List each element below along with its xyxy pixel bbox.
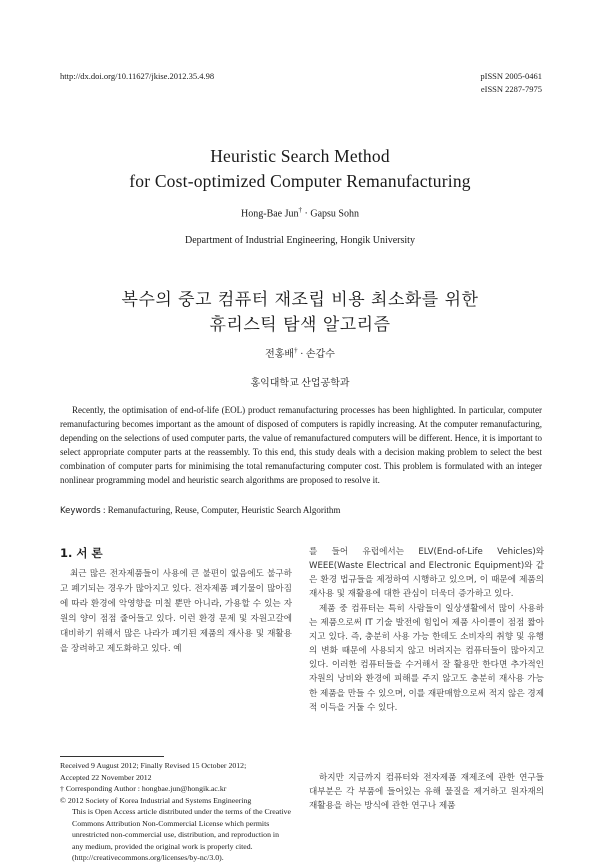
korean-affiliation: 홍익대학교 산업공학과 bbox=[250, 378, 350, 389]
copyright-notice: © 2012 Society of Korea Industrial and Systems Engineering bbox=[60, 795, 252, 805]
accepted-date: Accepted 22 November 2012 bbox=[60, 772, 152, 782]
author-first: Hong-Bae Jun bbox=[241, 208, 299, 220]
korean-author-rest: · 손갑수 bbox=[297, 349, 335, 360]
abstract: Recently, the optimisation of end-of-life (EOL) product remanufacturing processes has been highlighted. In particular, computer remanufacturing becomes important as the amount of disposed of computers is rapidly increasing. At the computer remanufacturing, depending on the selections of used computer parts, the value of remanufactured computers will be different. Hence, it is important to select appropriate computer parts at the reassembly. To this end, this study deals with a decision making problem to select the best combination of computer parts for minimising the total remanufacturing computer cost. This problem is formulated with an integer nonlinear programming model and heuristic search algorithms are proposed to resolve it. bbox=[60, 405, 542, 485]
license-notice: This is Open Access article distributed under the terms of the Creative Commons Attribution Non-Commercial License which permits unrestricted non-commercial use, distribution, and reproduction in any medium, provided the original work is properly cited. (http://creativecommons.org/licenses/by-nc/3.0). bbox=[72, 807, 291, 862]
left-column-paragraph: 최근 많은 전자제품들이 사용에 큰 불편이 없음에도 불구하고 폐기되는 경우가 많아지고 있다. 전자제품 폐기물이 많아짐에 따라 환경에 악영향을 미칠 뿐만 아니라, 가용할 수 있는 자원의 양이 점점 줄어들고 있다. 이런 환경 문제 및 자원고갈에 대비하기 위해서 많은 나라가 폐기된 제품의 재사용 및 재활용을 장려하고 제도화하고 있다. 예 bbox=[60, 569, 292, 654]
received-date: Received 9 August 2012; Finally Revised 15 October 2012; bbox=[60, 761, 247, 770]
right-column-paragraph-3: 하지만 지금까지 컴퓨터와 전자제품 재제조에 관한 연구들 대부분은 각 부품에 들어있는 유해 물질을 제거하고 원자재의 재활용을 하는 방식에 관한 연구나 제품 bbox=[309, 773, 544, 812]
korean-authors bbox=[0, 345, 600, 360]
author-rest: · Gapsu Sohn bbox=[302, 208, 359, 220]
korean-title-line-2: 휴리스틱 탐색 알고리즘 bbox=[209, 315, 391, 335]
right-column-paragraph-2: 제품 중 컴퓨터는 특히 사람들이 일상생활에서 많이 사용하는 제품으로써 IT 기술 발전에 힘입어 제품 사이클이 점점 짧아지고 있다. 즉, 충분히 사용 가능 한데도 소비자의 취향 및 유행의 변화 때문에 사용되지 않고 버려지는 컴퓨터들이 많아지고 있다. 이러한 컴퓨터들을 수거해서 잘 활용만 한다면 추가적인 자원의 낭비와 환경에 피해를 주지 않고도 충분히 재사용 가능한 제품을 만들 수 있으며, 이를 재판매함으로써 적지 않은 경제적 이득을 거둘 수 있다. bbox=[309, 604, 544, 713]
korean-title-line-1: 복수의 중고 컴퓨터 재조립 비용 최소화를 위한 bbox=[121, 290, 479, 310]
doi-link[interactable]: http://dx.doi.org/10.11627/jkise.2012.35.4.98 bbox=[60, 71, 215, 81]
keywords bbox=[60, 505, 340, 516]
footnote-divider bbox=[60, 756, 164, 757]
right-column-paragraph-1: 를 들어 유럽에서는 ELV(End-of-Life Vehicles)와 WEEE(Waste Electrical and Electronic Equipment)와 같은 환경 법규들을 제정하여 시행하고 있으며, 이 때문에 제품의 재사용 및 재활용에 대한 관심이 더욱더 증가하고 있다. bbox=[309, 547, 544, 600]
corresponding-mark: † bbox=[298, 206, 303, 214]
korean-corresponding-mark: † bbox=[294, 346, 298, 355]
english-authors bbox=[0, 206, 600, 219]
english-affiliation: Department of Industrial Engineering, Hongik University bbox=[185, 235, 415, 246]
keywords-label: Keywords bbox=[60, 506, 101, 516]
korean-author-first: 전홍배 bbox=[265, 349, 295, 360]
keywords-text: : Remanufacturing, Reuse, Computer, Heuristic Search Algorithm bbox=[100, 505, 341, 515]
corresponding-author: † Corresponding Author : hongbae.jun@hongik.ac.kr bbox=[60, 784, 227, 793]
electronic-issn: eISSN 2287-7975 bbox=[480, 84, 542, 94]
english-title-line-2: for Cost-optimized Computer Remanufacturing bbox=[129, 171, 471, 191]
section-heading: 1. 서 론 bbox=[60, 546, 103, 560]
english-title-line-1: Heuristic Search Method bbox=[210, 146, 390, 166]
print-issn: pISSN 2005-0461 bbox=[480, 71, 542, 81]
